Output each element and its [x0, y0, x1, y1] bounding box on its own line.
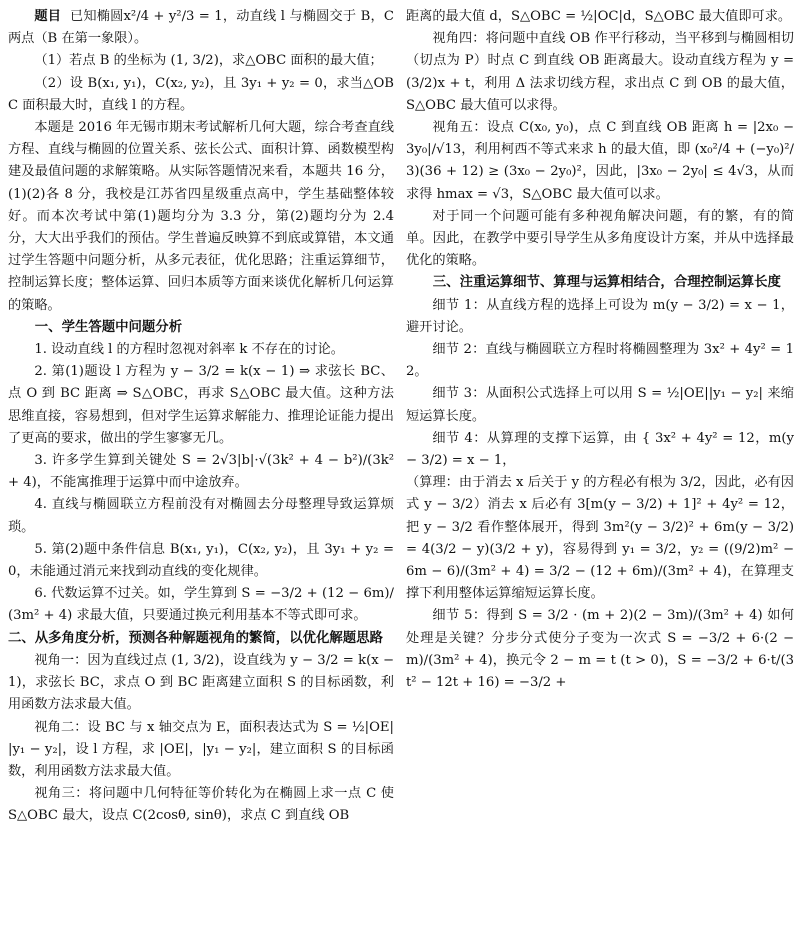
- detail-4-continued: （算理：由于消去 x 后关于 y 的方程必有根为 3/2，因此，必有因式 y − 3/2）消去 x 后必有 3[m(y − 3/2) + 1]² + 4y² = 12，把 y − 3/2 看作整体展开，得到 3m²(y − 3/2)² + 6m(y − 3/2) = 4(3/2 − y)(3/2 + y)，容易得到 y₁ = 3/2，y₂ = ((9/2)m² − 6m − 6)/(3m² + 4) = 3/2 − (12 + 6m)/(3m² + 4)，在算理支撑下利用整体运算缩短运算长度。: [406, 475, 794, 602]
- issue-item-4: 4. 直线与椭圆联立方程前没有对椭圆去分母整理导致运算烦琐。: [8, 497, 394, 535]
- right-column: [406, 6, 794, 924]
- detail-3: 细节 3：从面积公式选择上可以用 S = ½|OE||y₁ − y₂| 来缩短运算长度。: [406, 386, 794, 424]
- view-4: 视角四：将问题中直线 OB 作平行移动，当平移到与椭圆相切（切点为 P）时点 C 到直线 OB 距离最大。设动直线方程为 y = (3/2)x + t，利用 Δ 法求切线方程，求出点 C 到 OB 的最大值，S△OBC 最大值可以求得。: [406, 31, 794, 113]
- problem-part-1: （1）若点 B 的坐标为 (1, 3/2)，求△OBC 面积的最大值；: [34, 53, 383, 69]
- detail-4: 细节 4：从算理的支撑下运算，由 { 3x² + 4y² = 12，m(y − 3/2) = x − 1，: [406, 430, 794, 469]
- problem-label: 题目: [34, 9, 62, 24]
- problem-part-2: （2）设 B(x₁, y₁)，C(x₂, y₂)，且 3y₁ + y₂ = 0，求当△OBC 面积最大时，直线 l 的方程。: [8, 75, 394, 113]
- view-5: 视角五：设点 C(x₀, y₀)，点 C 到直线 OB 距离 h = |2x₀ − 3y₀|/√13，利用柯西不等式来求 h 的最大值，即 (x₀²/4 + (−y₀)²/3)(36 + 12) ≥ (3x₀ − 2y₀)²，因此，|3x₀ − 2y₀| ≤ 4√3，从而求得 hmax = √3，S△OBC 最大值可以求。: [406, 120, 794, 202]
- detail-5: 细节 5：得到 S = 3/2 · (m + 2)(2 − 3m)/(3m² + 4) 如何处理是关键？分步分式使分子变为一次式 S = −3/2 + 6·(2 − m)/(3m² + 4)，换元令 2 − m = t (t > 0)，S = −3/2 + 6·t/(3t² − 12t + 16) = −3/2 +: [406, 608, 794, 691]
- issue-item-2: 2. 第(1)题设 l 方程为 y − 3/2 = k(x − 1) ⇒ 求弦长 BC、点 O 到 BC 距离 ⇒ S△OBC，再求 S△OBC 最大值。这种方法思维直接，容易想到，但对学生运算求解能力、推理论证能力提出了更高的要求，做出的学生寥寥无几。: [8, 364, 394, 446]
- section-1-heading: 一、学生答题中问题分析: [34, 319, 183, 335]
- left-column: [8, 6, 394, 924]
- view-1: 视角一：因为直线过点 (1, 3/2)，设直线为 y − 3/2 = k(x − 1)，求弦长 BC，求点 O 到 BC 距离建立面积 S 的目标函数，利用函数方法求最大值。: [8, 652, 394, 713]
- view-2: 视角二：设 BC 与 x 轴交点为 E，面积表达式为 S = ½|OE||y₁ − y₂|，设 l 方程，求 |OE|，|y₁ − y₂|，建立面积 S 的目标函数，利用函数方法求最大值。: [8, 719, 394, 779]
- section-2-heading: 二、从多角度分析，预测各种解题视角的繁简，以优化解题思路: [8, 630, 383, 646]
- section-3-heading: 三、注重运算细节、算理与运算相结合，合理控制运算长度: [432, 275, 781, 291]
- issue-item-3: 3. 许多学生算到关键处 S = 2√3|b|·√(3k² + 4 − b²)/(3k² + 4)，不能寓推理于运算中而中途放弃。: [8, 453, 394, 491]
- detail-1: 细节 1：从直线方程的选择上可设为 m(y − 3/2) = x − 1，避开讨论。: [406, 297, 794, 335]
- view-3: 视角三：将问题中几何特征等价转化为在椭圆上求一点 C 使 S△OBC 最大，设点 C(2cosθ, sinθ)，求点 C 到直线 OB: [8, 786, 394, 824]
- view-3-continued: 距离的最大值 d，S△OBC = ½|OC|d，S△OBC 最大值即可求。: [406, 9, 792, 24]
- detail-2: 细节 2：直线与椭圆联立方程时将椭圆整理为 3x² + 4y² = 12。: [406, 342, 794, 380]
- problem-text: 已知椭圆x²/4 + y²/3 = 1，动直线 l 与椭圆交于 B，C 两点（B 在第一象限）。: [8, 9, 394, 47]
- summary-paragraph: 对于同一个问题可能有多种视角解决问题，有的繁，有的简单。因此，在教学中要引导学生从多角度设计方案，并从中选择最优化的策略。: [406, 208, 794, 269]
- intro-paragraph: 本题是 2016 年无锡市期末考试解析几何大题，综合考查直线方程、直线与椭圆的位置关系、弦长公式、面积计算、函数模型构建及最值问题的求解策略。从实际答题情况来看，本题共 16 分，(1)(2)各 8 分，我校是江苏省四星级重点高中，学生基础整体较好。而本次考试中第(1)题均分为 3.3 分，第(2)题均分为 2.4 分，大大出乎我们的预估。学生普遍反映算不到底或算错，本文通过学生答题中问题分析，从多元表征，优化思路；注重运算细节，控制运算长度；整体运算、回归本质等方面来谈优化解析几何运算的策略。: [8, 120, 394, 313]
- problem-statement: [8, 6, 394, 50]
- issue-item-5: 5. 第(2)题中条件信息 B(x₁, y₁)，C(x₂, y₂)，且 3y₁ + y₂ = 0，未能通过消元来找到动直线的变化规律。: [8, 541, 394, 580]
- issue-item-6: 6. 代数运算不过关。如，学生算到 S = −3/2 + (12 − 6m)/(3m² + 4) 求最大值，只要通过换元利用基本不等式即可求。: [8, 586, 394, 624]
- issue-item-1: 1. 设动直线 l 的方程时忽视对斜率 k 不存在的讨论。: [34, 342, 344, 358]
